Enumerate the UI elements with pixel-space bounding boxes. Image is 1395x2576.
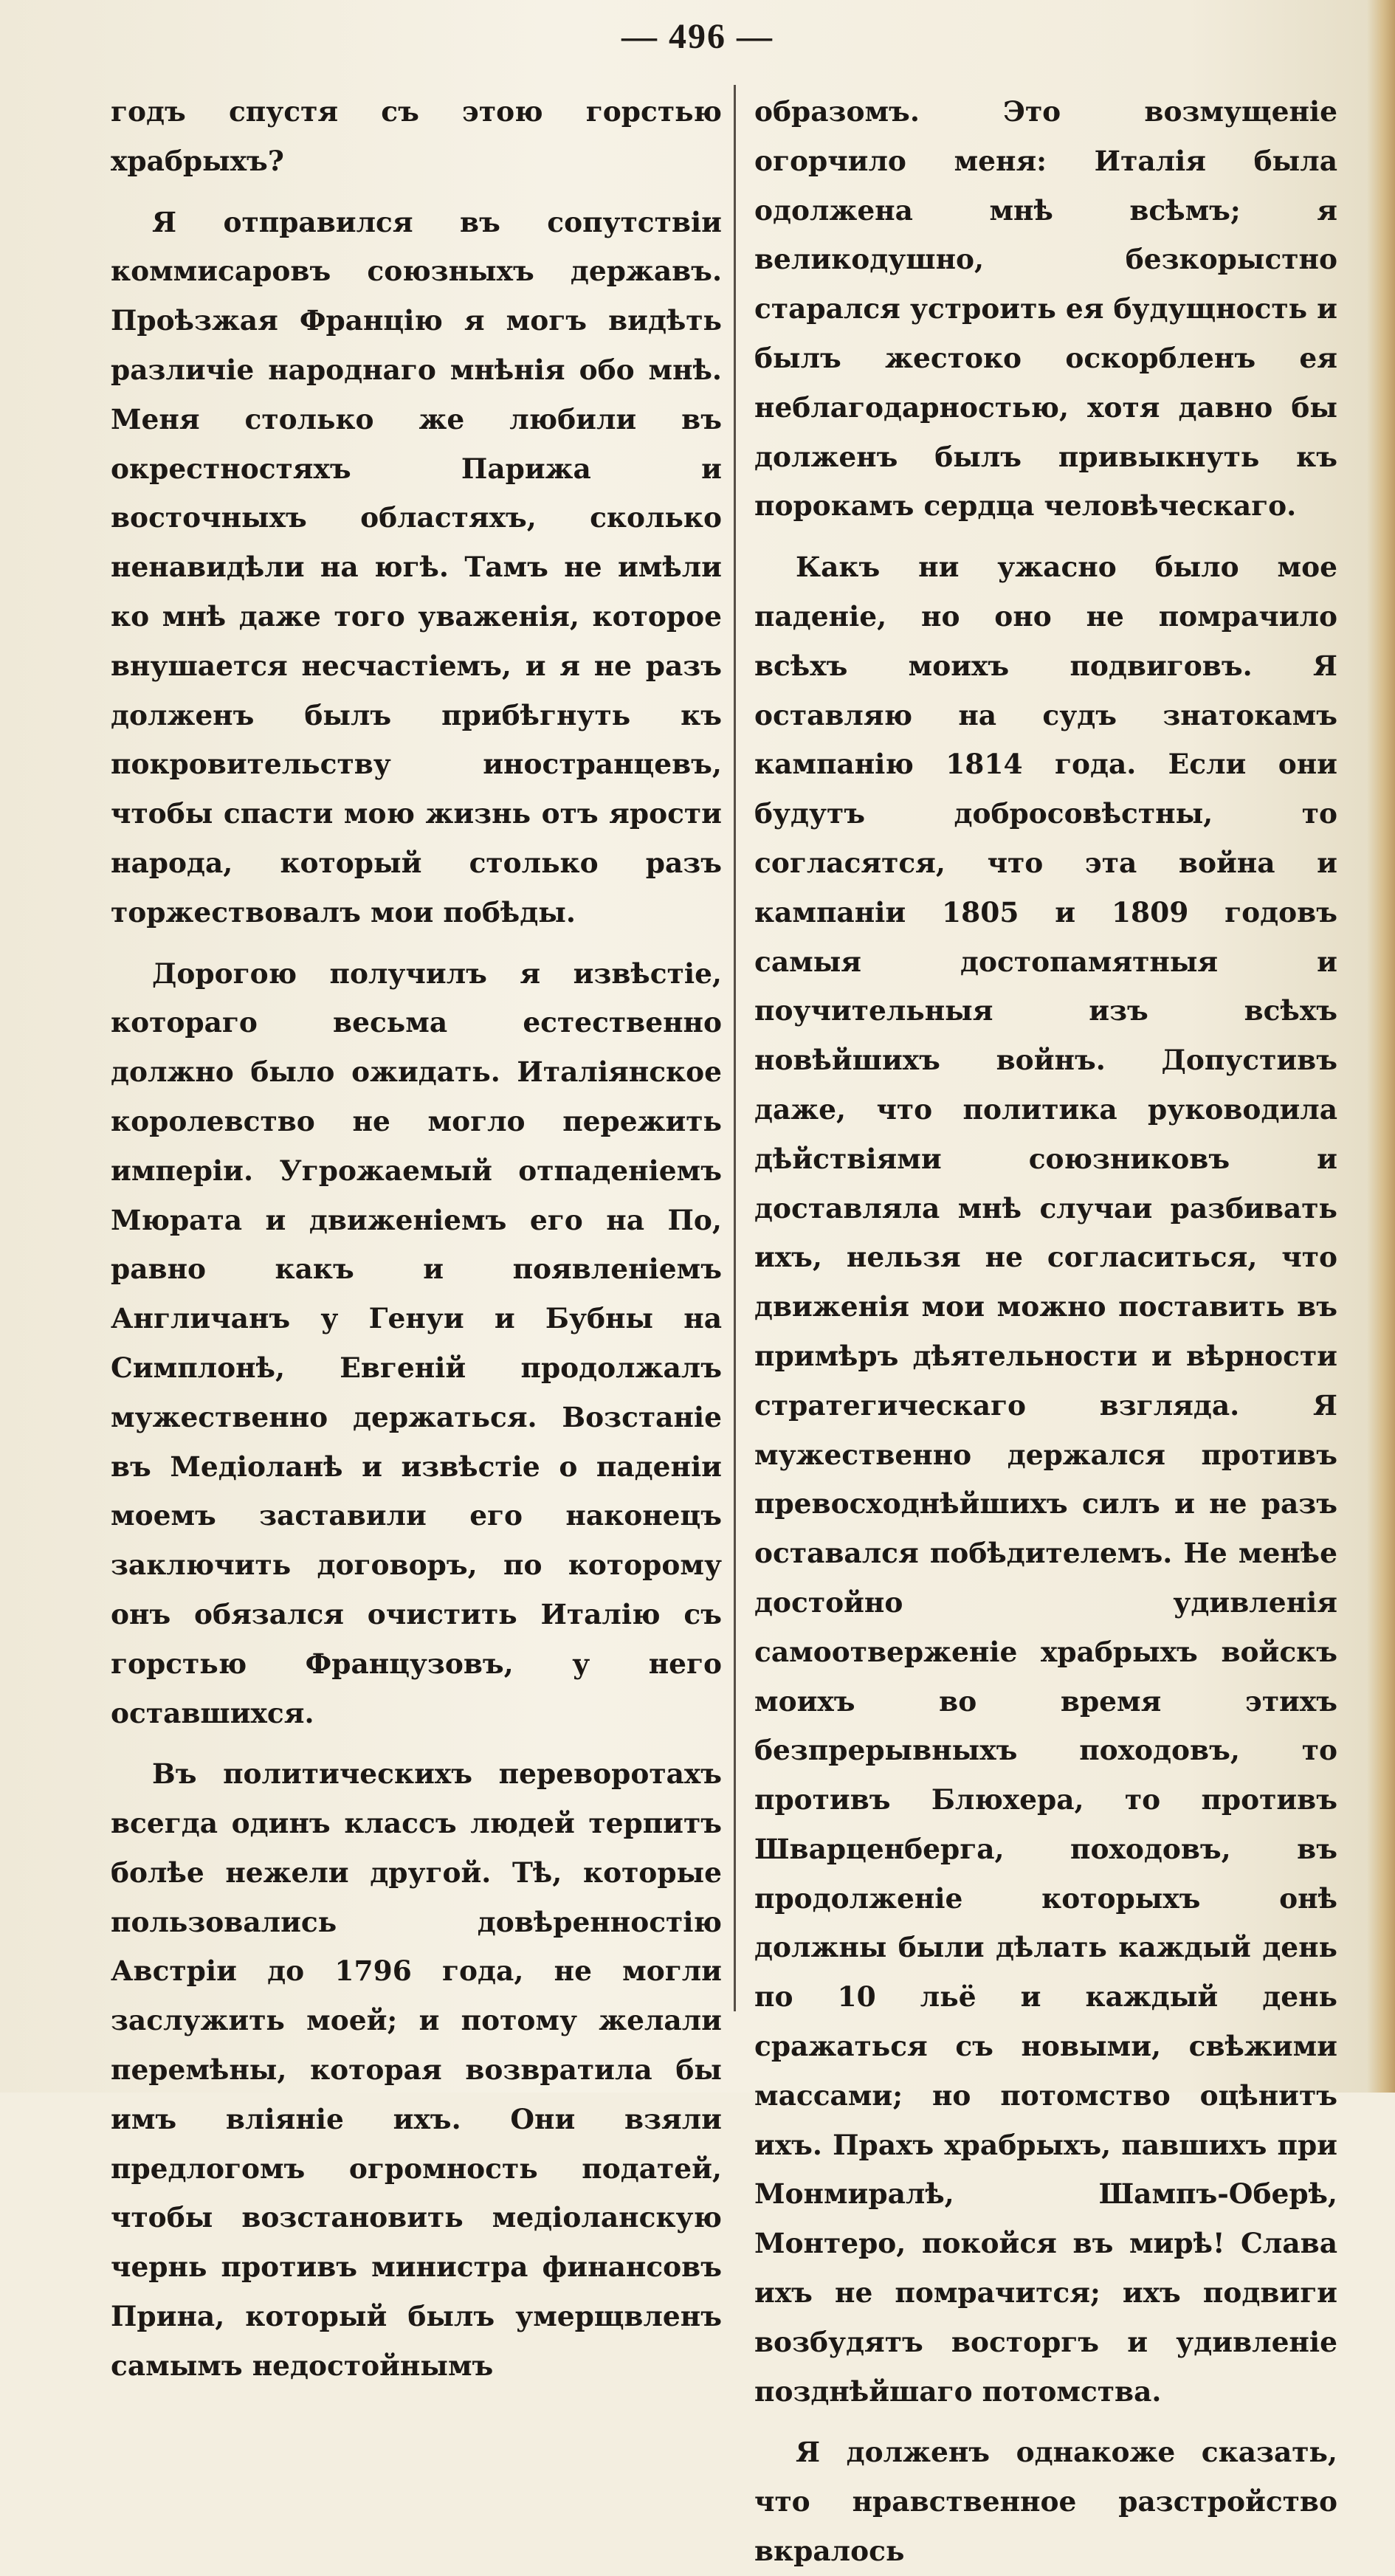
right-column <box>754 87 1337 2576</box>
page-number: — 496 — <box>621 17 774 56</box>
left-column <box>111 87 722 2391</box>
page-edge-shadow <box>1367 0 1395 2093</box>
column-divider <box>734 85 736 2011</box>
paragraph: Въ политическихъ переворотахъ всегда одинъ классъ людей терпитъ болѣе нежели другой. Тѣ, которые пользовались довѣренностію Австріи до 1796 года, не могли заслужить моей; и потому желали перемѣны, которая возвратила бы имъ вліяніе ихъ. Они взяли предлогомъ огромность податей, чтобы возстановить медіоланскую чернь противъ министра финансовъ Прина, который былъ умерщвленъ самымъ недостойнымъ <box>111 1757 722 2382</box>
paragraph: образомъ. Это возмущеніе огорчило меня: Италія была одолжена мнѣ всѣмъ; я великодушно, безкорыстно старался устроить ея будущность и былъ жестоко оскорбленъ ея неблагодарностью, хотя давно бы долженъ былъ привыкнуть къ порокамъ сердца человѣческаго. <box>754 95 1337 523</box>
paragraph: годъ спустя съ этою горстью храбрыхъ? <box>111 95 722 177</box>
paragraph: Какъ ни ужасно было мое паденіе, но оно не помрачило всѣхъ моихъ подвиговъ. Я оставляю на судъ знатокамъ кампанію 1814 года. Если они будутъ добросовѣстны, то согласятся, что эта война и кампаніи 1805 и 1809 годовъ самыя достопамятныя и поучительныя изъ всѣхъ новѣйшихъ войнъ. Допустивъ даже, что политика руководила дѣйствіями союзниковъ и доставляла мнѣ случаи разбивать ихъ, нельзя не согласиться, что движенія мои можно поставить въ примѣръ дѣятельности и вѣрности стратегическаго взгляда. Я мужественно держался противъ превосходнѣйшихъ силъ и не разъ оставался побѣдителемъ. Не менѣе достойно удивленія самоотверженіе храбрыхъ войскъ моихъ во время этихъ безпрерывныхъ походовъ, то противъ Блюхера, то противъ Шварценберга, походовъ, въ продолженіе которыхъ онѣ должны были дѣлать каждый день по 10 льё и каждый день сражаться съ новыми, свѣжими массами; но потомство оцѣнитъ ихъ. Прахъ храбрыхъ, павшихъ при Монмиралѣ, Шампъ-Оберѣ, Монтеро, покойся въ мирѣ! Слава ихъ не помрачится; ихъ подвиги возбудятъ восторгъ и удивленіе позднѣйшаго потомства. <box>754 551 1337 2408</box>
paragraph: Я отправился въ сопутствіи коммисаровъ союзныхъ державъ. Проѣзжая Францію я могъ видѣть различіе народнаго мнѣнія обо мнѣ. Меня столько же любили въ окрестностяхъ Парижа и восточныхъ областяхъ, сколько ненавидѣли на югѣ. Тамъ не имѣли ко мнѣ даже того уваженія, которое внушается несчастіемъ, и я не разъ долженъ былъ прибѣгнуть къ покровительству иностранцевъ, чтобы спасти мою жизнь отъ ярости народа, который столько разъ торжествовалъ мои побѣды. <box>111 205 722 929</box>
paragraph: Я долженъ однакоже сказать, что нравственное разстройство вкралось <box>754 2436 1337 2568</box>
paragraph: Дорогою получилъ я извѣстіе, котораго весьма естественно должно было ожидать. Италіянское королевство не могло пережить имперіи. Угрожаемый отпаденіемъ Мюрата и движеніемъ его на По, равно какъ и появленіемъ Англичанъ у Генуи и Бубны на Симплонѣ, Евгеній продолжалъ мужественно держаться. Возстаніе въ Медіоланѣ и извѣстіе о паденіи моемъ заставили его наконецъ заключить договоръ, по которому онъ обязался очистить Италію съ горстью Французовъ, у него оставшихся. <box>111 957 722 1729</box>
